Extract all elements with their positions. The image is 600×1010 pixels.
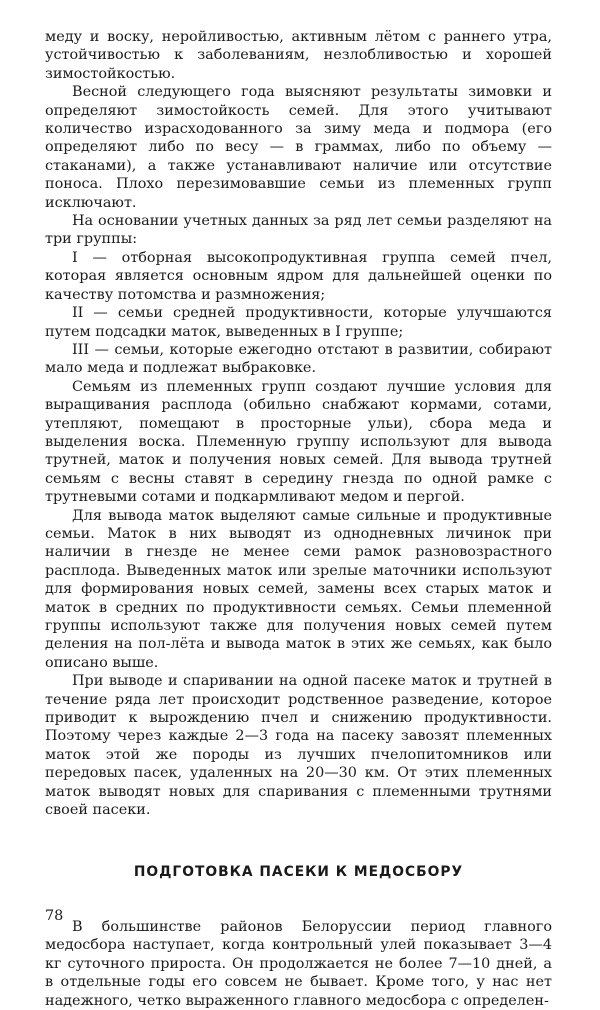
paragraph-groups-intro: На основании учетных данных за ряд лет семьи разделяют на три группы:: [45, 213, 552, 248]
page-body: [45, 28, 552, 1010]
paragraph-queen-rearing: Для вывода маток выделяют самые сильные и продуктивные семьи. Маток в них выводят из однодневных личинок при наличии в гнезде не менее семи рамок разновозрастного расплода. Выведенных маток или зрелые маточники используют для формирования новых семей, замены всех старых маток и маток в средних по продуктивности семьях. Семьи племенной группы используют также для получения новых семей путем деления на пол-лёта и вывода маток в этих же семьях, как было описано выше.: [45, 507, 552, 671]
paragraph-group-1: I — отборная высокопродуктивная группа семей пчел, которая является основным ядром для дальнейшей оценки по качеству потомства и размножения;: [45, 249, 552, 303]
paragraph-group-3: III — семьи, которые ежегодно отстают в развитии, собирают мало меда и подлежат выбраковке.: [45, 341, 552, 377]
paragraph-continuation: меду и воску, неройливостью, активным лётом с раннего утра, устойчивостью к заболеваниям, незлобливостью и хорошей зимостойкостью.: [45, 29, 552, 82]
page-number: 78: [45, 908, 64, 924]
paragraph-breeding-conditions: Семьям из племенных групп создают лучшие условия для выращивания расплода (обильно снабжают кормами, сотами, утепляют, помещают в просторные ульи), сбора меда и выделения воска. Племенную группу используют для вывода трутней, маток и получения новых семей. Для вывода трутней семьям с весны ставят в середину гнезда по одной рамке с трутневыми сотами и подкармливают медом и пергой.: [45, 378, 552, 506]
paragraph-honey-flow: В большинстве районов Белоруссии период главного медосбора наступает, когда контрольный улей показывает 3—4 кг суточного прироста. Он продолжается не более 7—10 дней, а в отдельные годы его совсем не бывает. Кроме того, у нас нет надежного, четко выраженного главного медосбора с определен-: [45, 918, 552, 1009]
paragraph-group-2: II — семьи средней продуктивности, которые улучшаются путем подсадки маток, выведенных в I группе;: [45, 305, 552, 340]
section-heading: ПОДГОТОВКА ПАСЕКИ К МЕДОСБОРУ: [133, 864, 464, 881]
paragraph-wintering: Весной следующего года выясняют результаты зимовки и определяют зимостойкость семей. Для этого учитывают количество израсходованного за зиму меда и подмора (его определяют либо по весу — в граммах, либо по объему — стаканами), а также устанавливают наличие или отсутствие поноса. Плохо перезимовавшие семьи из племенных групп исключают.: [45, 84, 552, 211]
paragraph-inbreeding: При выводе и спаривании на одной пасеке маток и трутней в течение ряда лет происходит родственное разведение, которое приводит к вырождению пчел и снижению продуктивности. Поэтому через каждые 2—3 года на пасеку завозят племенных маток этой же породы из лучших пчелопитомников или передовых пасек, удаленных на 20—30 км. От этих племенных маток выводят новых для спаривания с племенными трутнями своей пасеки.: [45, 673, 552, 819]
